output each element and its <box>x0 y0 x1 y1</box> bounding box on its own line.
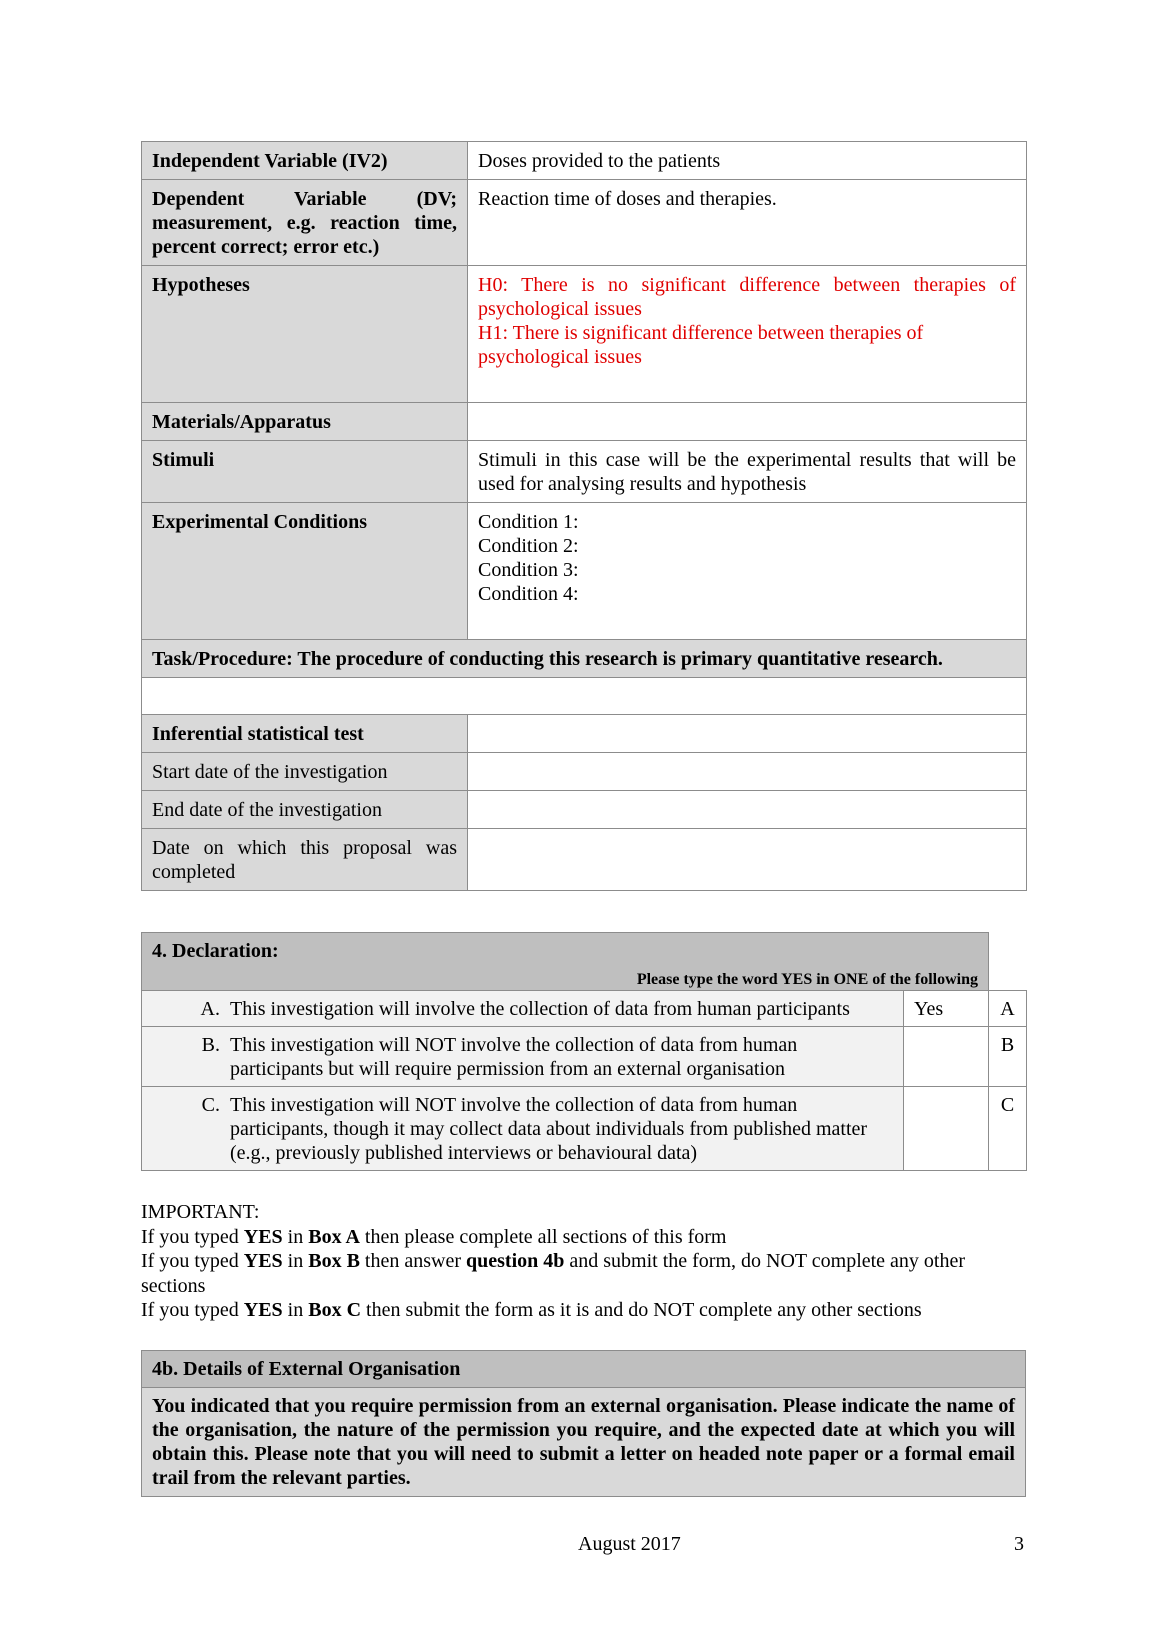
declaration-row-c <box>142 1087 1027 1171</box>
external-organisation-table <box>141 1350 1026 1497</box>
option-c-marker: C. <box>201 1094 220 1116</box>
external-org-title: 4b. Details of External Organisation <box>142 1351 1026 1388</box>
table-row <box>142 441 1027 503</box>
option-a-answer[interactable]: Yes <box>904 991 989 1027</box>
table-row <box>142 640 1027 678</box>
option-c <box>142 1087 904 1171</box>
option-a <box>142 991 904 1027</box>
declaration-instruction: Please type the word YES in ONE of the following <box>636 971 979 988</box>
table-row <box>142 678 1027 715</box>
option-c-box: C <box>989 1087 1027 1171</box>
end-date-value[interactable] <box>468 791 1027 829</box>
declaration-title: 4. Declaration: <box>152 940 279 962</box>
table-row <box>142 829 1027 891</box>
declaration-table <box>141 932 1027 1171</box>
option-b-text: This investigation will NOT involve the collection of data from human participants but will require permission from an external organisation <box>230 1034 798 1080</box>
conditions-label: Experimental Conditions <box>142 503 468 640</box>
materials-label: Materials/Apparatus <box>142 403 468 441</box>
stimuli-label: Stimuli <box>142 441 468 503</box>
condition-4: Condition 4: <box>478 583 579 605</box>
important-line-c: If you typed YES in Box C then submit the form as it is and do NOT complete any other sections <box>141 1299 922 1321</box>
important-heading: IMPORTANT: <box>141 1201 260 1223</box>
important-line-b: If you typed YES in Box B then answer question 4b and submit the form, do NOT complete any other sections <box>141 1250 966 1297</box>
footer-date: August 2017 <box>578 1533 681 1555</box>
option-a-box: A <box>989 991 1027 1027</box>
option-b-box: B <box>989 1027 1027 1087</box>
completed-date-value[interactable] <box>468 829 1027 891</box>
materials-value[interactable] <box>468 403 1027 441</box>
option-a-marker: A. <box>200 998 220 1020</box>
condition-2: Condition 2: <box>478 535 579 557</box>
important-notes <box>141 1200 1021 1323</box>
declaration-header-spacer <box>989 933 1027 991</box>
table-row <box>142 403 1027 441</box>
design-table <box>141 141 1027 891</box>
external-org-body: You indicated that you require permission from an external organisation. Please indicate the name of the organisation, the nature of the permission you require, and the expected date at which you will obtain this. Please note that you will need to submit a letter on headed note paper or a formal email trail from the relevant parties. <box>142 1388 1026 1497</box>
inferential-test-label: Inferential statistical test <box>142 715 468 753</box>
dv-label: Dependent Variable (DV; measurement, e.g. reaction time, percent correct; error etc.) <box>142 180 468 266</box>
table-row <box>142 503 1027 640</box>
hypothesis-h1: H1: There is significant difference between therapies of psychological issues <box>478 322 924 368</box>
conditions-value[interactable] <box>468 503 1027 640</box>
option-a-text: This investigation will involve the collection of data from human participants <box>230 998 850 1020</box>
stimuli-value[interactable]: Stimuli in this case will be the experimental results that will be used for analysing results and hypothesis <box>468 441 1027 503</box>
task-procedure-label: Task/Procedure: The procedure of conducting this research is primary quantitative research. <box>142 640 1027 678</box>
hypothesis-h0: H0: There is no significant difference between therapies of psychological issues <box>478 274 1016 320</box>
page-number: 3 <box>1014 1533 1024 1555</box>
table-row <box>142 142 1027 180</box>
table-row <box>142 266 1027 403</box>
declaration-row-b <box>142 1027 1027 1087</box>
option-c-text: This investigation will NOT involve the collection of data from human participants, though it may collect data about individuals from published matter (e.g., previously published interviews or behavioural data) <box>230 1094 868 1164</box>
table-row <box>142 180 1027 266</box>
end-date-label: End date of the investigation <box>142 791 468 829</box>
hypotheses-value[interactable] <box>468 266 1027 403</box>
start-date-value[interactable] <box>468 753 1027 791</box>
hypotheses-label: Hypotheses <box>142 266 468 403</box>
iv2-value[interactable]: Doses provided to the patients <box>468 142 1027 180</box>
table-row <box>142 753 1027 791</box>
condition-3: Condition 3: <box>478 559 579 581</box>
declaration-row-a <box>142 991 1027 1027</box>
table-row <box>142 1388 1026 1497</box>
condition-1: Condition 1: <box>478 511 579 533</box>
task-procedure-answer[interactable] <box>142 678 1027 715</box>
iv2-label: Independent Variable (IV2) <box>142 142 468 180</box>
declaration-header <box>142 933 989 991</box>
dv-value[interactable]: Reaction time of doses and therapies. <box>468 180 1027 266</box>
completed-date-label: Date on which this proposal was completed <box>142 829 468 891</box>
table-row <box>142 1351 1026 1388</box>
option-b <box>142 1027 904 1087</box>
inferential-test-value[interactable] <box>468 715 1027 753</box>
important-line-a: If you typed YES in Box A then please complete all sections of this form <box>141 1225 727 1248</box>
option-b-marker: B. <box>201 1034 220 1056</box>
declaration-header-row <box>142 933 1027 991</box>
start-date-label: Start date of the investigation <box>142 753 468 791</box>
table-row <box>142 715 1027 753</box>
table-row <box>142 791 1027 829</box>
option-b-answer[interactable] <box>904 1027 989 1087</box>
option-c-answer[interactable] <box>904 1087 989 1171</box>
